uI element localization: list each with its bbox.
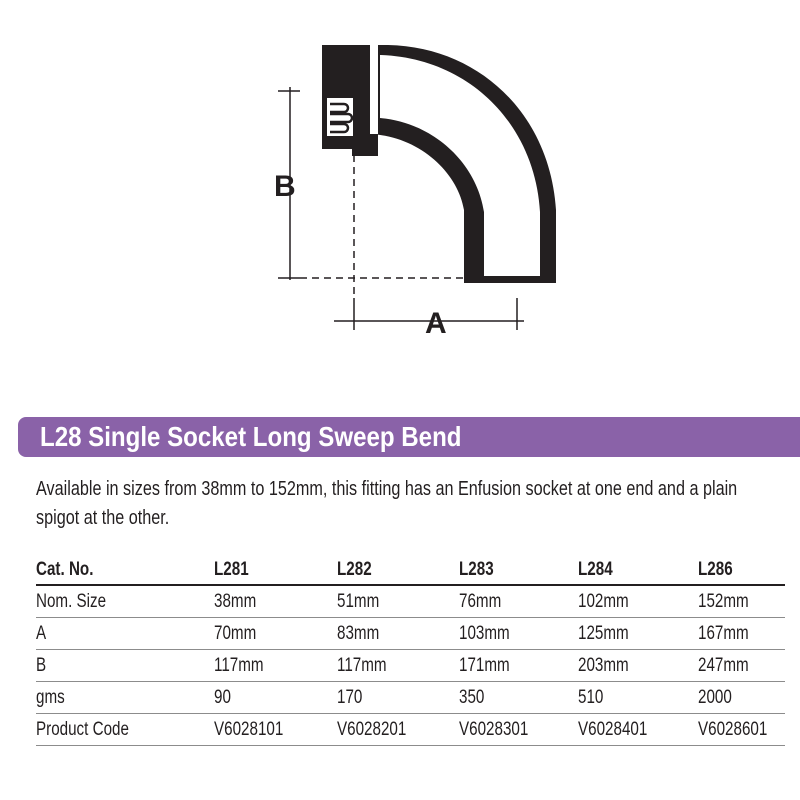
table-cell: 51mm bbox=[337, 590, 380, 612]
table-row bbox=[36, 618, 785, 650]
table-cell: V6028201 bbox=[337, 718, 407, 740]
table-cell: V6028401 bbox=[578, 718, 648, 740]
table-cell: 70mm bbox=[214, 622, 257, 644]
table-row bbox=[36, 650, 785, 682]
table-cell: 167mm bbox=[698, 622, 749, 644]
table-cell: V6028601 bbox=[698, 718, 768, 740]
column-header: L281 bbox=[214, 558, 249, 580]
table-cell: V6028301 bbox=[459, 718, 529, 740]
table-cell: 103mm bbox=[459, 622, 510, 644]
table-cell: 38mm bbox=[214, 590, 257, 612]
table-cell: 171mm bbox=[459, 654, 510, 676]
product-title: L28 Single Socket Long Sweep Bend bbox=[40, 421, 462, 452]
column-header: L286 bbox=[698, 558, 733, 580]
table-cell: 350 bbox=[459, 686, 485, 708]
enfusion-coil-icon bbox=[327, 98, 353, 136]
column-header: L284 bbox=[578, 558, 613, 580]
row-label: Nom. Size bbox=[36, 590, 107, 612]
table-cell: 152mm bbox=[698, 590, 749, 612]
table-header-row bbox=[36, 555, 785, 585]
table-cell: 125mm bbox=[578, 622, 629, 644]
title-banner bbox=[18, 417, 800, 457]
row-label: A bbox=[36, 622, 47, 644]
product-description: Available in sizes from 38mm to 152mm, this fitting has an Enfusion socket at one end and a plain spigot at the other. bbox=[36, 478, 738, 529]
table-cell: 76mm bbox=[459, 590, 502, 612]
table-cell: V6028101 bbox=[214, 718, 284, 740]
label-b: B bbox=[274, 170, 296, 203]
row-label: gms bbox=[36, 686, 65, 708]
row-label: Product Code bbox=[36, 718, 129, 740]
spec-table bbox=[36, 555, 785, 746]
label-a: A bbox=[425, 307, 447, 340]
table-cell: 83mm bbox=[337, 622, 380, 644]
table-row bbox=[36, 682, 785, 714]
table-cell: 510 bbox=[578, 686, 604, 708]
row-label: B bbox=[36, 654, 47, 676]
table-row bbox=[36, 714, 785, 746]
column-header: L282 bbox=[337, 558, 372, 580]
table-cell: 90 bbox=[214, 686, 231, 708]
table-cell: 203mm bbox=[578, 654, 629, 676]
spigot-end bbox=[352, 134, 378, 156]
column-header: L283 bbox=[459, 558, 494, 580]
table-row bbox=[36, 585, 785, 618]
table-cell: 247mm bbox=[698, 654, 749, 676]
table-cell: 170 bbox=[337, 686, 363, 708]
column-header: Cat. No. bbox=[36, 558, 94, 580]
table-cell: 2000 bbox=[698, 686, 732, 708]
table-cell: 117mm bbox=[214, 654, 264, 676]
table-cell: 102mm bbox=[578, 590, 629, 612]
socket-gap bbox=[370, 45, 378, 137]
table-cell: 117mm bbox=[337, 654, 387, 676]
